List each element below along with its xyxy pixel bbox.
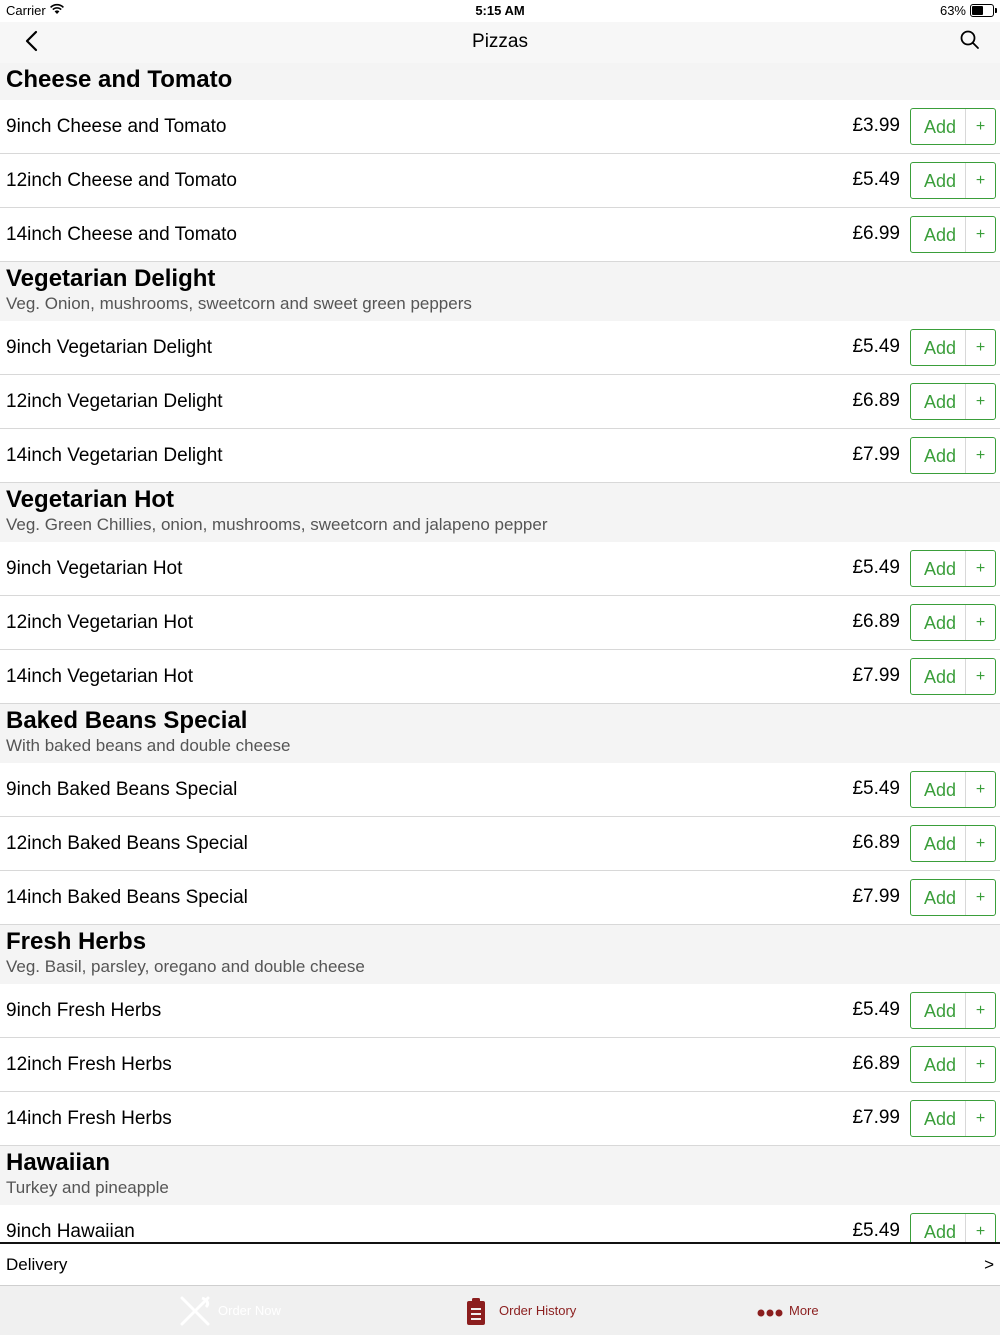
plus-icon: + xyxy=(965,993,995,1028)
more-dots-icon xyxy=(757,1306,783,1321)
add-button-label: Add xyxy=(924,1001,957,1021)
menu-item-row[interactable] xyxy=(0,429,1000,483)
plus-icon: + xyxy=(965,605,995,640)
section-header xyxy=(0,262,1000,321)
plus-icon: + xyxy=(965,1047,995,1082)
menu-item-row[interactable] xyxy=(0,100,1000,154)
menu-item-row[interactable] xyxy=(0,1038,1000,1092)
item-price: £3.99 xyxy=(852,115,900,136)
section-title: Baked Beans Special xyxy=(6,707,248,734)
item-price: £6.89 xyxy=(852,832,900,853)
item-name: 14inch Cheese and Tomato xyxy=(6,224,237,245)
navigation-bar xyxy=(0,22,1000,64)
item-price: £5.49 xyxy=(852,1220,900,1241)
item-name: 9inch Fresh Herbs xyxy=(6,1000,162,1021)
item-name: 9inch Hawaiian xyxy=(6,1221,135,1242)
add-to-cart-button[interactable] xyxy=(910,162,996,199)
add-button-label: Add xyxy=(924,225,957,245)
add-button-label: Add xyxy=(924,613,957,633)
item-price: £6.99 xyxy=(852,223,900,244)
item-price: £7.99 xyxy=(852,444,900,465)
plus-icon: + xyxy=(965,163,995,198)
item-name: 9inch Vegetarian Delight xyxy=(6,337,212,358)
delivery-label: Delivery xyxy=(6,1255,68,1274)
section-header xyxy=(0,63,1000,100)
item-name: 14inch Vegetarian Delight xyxy=(6,445,223,466)
search-icon[interactable] xyxy=(958,28,982,52)
item-price: £7.99 xyxy=(852,886,900,907)
add-button-label: Add xyxy=(924,888,957,908)
item-name: 14inch Vegetarian Hot xyxy=(6,666,193,687)
add-button-label: Add xyxy=(924,559,957,579)
battery-icon xyxy=(970,4,994,17)
section-header xyxy=(0,483,1000,542)
section-title: Hawaiian xyxy=(6,1149,111,1176)
tab-label: Order Now xyxy=(218,1303,281,1318)
section-description: Veg. Green Chillies, onion, mushrooms, sweetcorn and jalapeno pepper xyxy=(6,515,548,534)
item-price: £5.49 xyxy=(852,778,900,799)
menu-item-row[interactable] xyxy=(0,321,1000,375)
item-name: 12inch Cheese and Tomato xyxy=(6,170,237,191)
menu-item-row[interactable] xyxy=(0,208,1000,262)
add-button-label: Add xyxy=(924,1055,957,1075)
add-to-cart-button[interactable] xyxy=(910,329,996,366)
section-title: Cheese and Tomato xyxy=(6,66,233,93)
item-price: £6.89 xyxy=(852,1053,900,1074)
item-name: 14inch Baked Beans Special xyxy=(6,887,248,908)
menu-item-row[interactable] xyxy=(0,871,1000,925)
add-button-label: Add xyxy=(924,117,957,137)
item-price: £5.49 xyxy=(852,169,900,190)
page-title: Pizzas xyxy=(472,31,528,52)
item-price: £7.99 xyxy=(852,665,900,686)
add-button-label: Add xyxy=(924,1109,957,1129)
plus-icon: + xyxy=(965,330,995,365)
plus-icon: + xyxy=(965,772,995,807)
item-price: £5.49 xyxy=(852,336,900,357)
add-to-cart-button[interactable] xyxy=(910,437,996,474)
section-header xyxy=(0,925,1000,984)
section-description: Turkey and pineapple xyxy=(6,1178,169,1197)
menu-item-row[interactable] xyxy=(0,375,1000,429)
add-to-cart-button[interactable] xyxy=(910,825,996,862)
delivery-bar[interactable] xyxy=(0,1242,1000,1286)
item-name: 12inch Vegetarian Hot xyxy=(6,612,193,633)
item-name: 14inch Fresh Herbs xyxy=(6,1108,172,1129)
tab-order-now[interactable] xyxy=(178,1286,318,1335)
item-name: 12inch Fresh Herbs xyxy=(6,1054,172,1075)
section-description: Veg. Onion, mushrooms, sweetcorn and sweet green peppers xyxy=(6,294,472,313)
menu-item-row[interactable] xyxy=(0,542,1000,596)
section-description: Veg. Basil, parsley, oregano and double cheese xyxy=(6,957,365,976)
menu-item-row[interactable] xyxy=(0,763,1000,817)
plus-icon: + xyxy=(965,217,995,252)
plus-icon: + xyxy=(965,880,995,915)
clipboard-icon xyxy=(465,1297,487,1330)
add-to-cart-button[interactable] xyxy=(910,771,996,808)
add-to-cart-button[interactable] xyxy=(910,879,996,916)
add-to-cart-button[interactable] xyxy=(910,1046,996,1083)
add-button-label: Add xyxy=(924,667,957,687)
add-button-label: Add xyxy=(924,392,957,412)
section-description: With baked beans and double cheese xyxy=(6,736,291,755)
battery-level xyxy=(972,6,983,15)
item-name: 9inch Baked Beans Special xyxy=(6,779,238,800)
status-time: 5:15 AM xyxy=(475,3,525,18)
tab-label: Order History xyxy=(499,1303,577,1318)
menu-item-row[interactable] xyxy=(0,596,1000,650)
add-button-label: Add xyxy=(924,171,957,191)
add-to-cart-button[interactable] xyxy=(910,658,996,695)
battery-percentage: 63% xyxy=(939,3,966,18)
plus-icon: + xyxy=(965,826,995,861)
plus-icon: + xyxy=(965,109,995,144)
add-to-cart-button[interactable] xyxy=(910,604,996,641)
menu-item-row[interactable] xyxy=(0,154,1000,208)
section-title: Fresh Herbs xyxy=(6,928,147,955)
add-button-label: Add xyxy=(924,1222,957,1242)
item-name: 9inch Vegetarian Hot xyxy=(6,558,183,579)
section-header xyxy=(0,704,1000,763)
menu-list[interactable] xyxy=(0,63,1000,1242)
section-title: Vegetarian Delight xyxy=(6,265,216,292)
item-price: £6.89 xyxy=(852,611,900,632)
section-header xyxy=(0,1146,1000,1205)
item-price: £6.89 xyxy=(852,390,900,411)
plus-icon: + xyxy=(965,659,995,694)
add-button-label: Add xyxy=(924,834,957,854)
item-name: 9inch Cheese and Tomato xyxy=(6,116,227,137)
add-to-cart-button[interactable] xyxy=(910,992,996,1029)
item-price: £7.99 xyxy=(852,1107,900,1128)
plus-icon: + xyxy=(965,438,995,473)
add-to-cart-button[interactable] xyxy=(910,216,996,253)
item-name: 12inch Baked Beans Special xyxy=(6,833,248,854)
item-name: 12inch Vegetarian Delight xyxy=(6,391,223,412)
item-price: £5.49 xyxy=(852,999,900,1020)
add-button-label: Add xyxy=(924,780,957,800)
add-button-label: Add xyxy=(924,446,957,466)
add-button-label: Add xyxy=(924,338,957,358)
plus-icon: + xyxy=(965,551,995,586)
menu-item-row[interactable] xyxy=(0,1205,1000,1242)
menu-item-row[interactable] xyxy=(0,1092,1000,1146)
tab-order-history[interactable] xyxy=(465,1286,625,1335)
carrier-label: Carrier xyxy=(6,3,46,18)
menu-item-row[interactable] xyxy=(0,817,1000,871)
add-to-cart-button[interactable] xyxy=(910,550,996,587)
menu-item-row[interactable] xyxy=(0,650,1000,704)
add-to-cart-button[interactable] xyxy=(910,108,996,145)
status-bar xyxy=(0,0,1000,22)
add-to-cart-button[interactable] xyxy=(910,383,996,420)
item-price: £5.49 xyxy=(852,557,900,578)
plus-icon: + xyxy=(965,1101,995,1136)
plus-icon: + xyxy=(965,1214,995,1242)
chevron-right-icon: > xyxy=(984,1255,994,1274)
section-title: Vegetarian Hot xyxy=(6,486,175,513)
tab-bar xyxy=(0,1285,1000,1335)
fork-knife-icon xyxy=(178,1294,212,1331)
add-to-cart-button[interactable] xyxy=(910,1213,996,1242)
menu-item-row[interactable] xyxy=(0,984,1000,1038)
plus-icon: + xyxy=(965,384,995,419)
tab-label: More xyxy=(789,1303,819,1318)
add-to-cart-button[interactable] xyxy=(910,1100,996,1137)
tab-more[interactable] xyxy=(757,1286,857,1335)
